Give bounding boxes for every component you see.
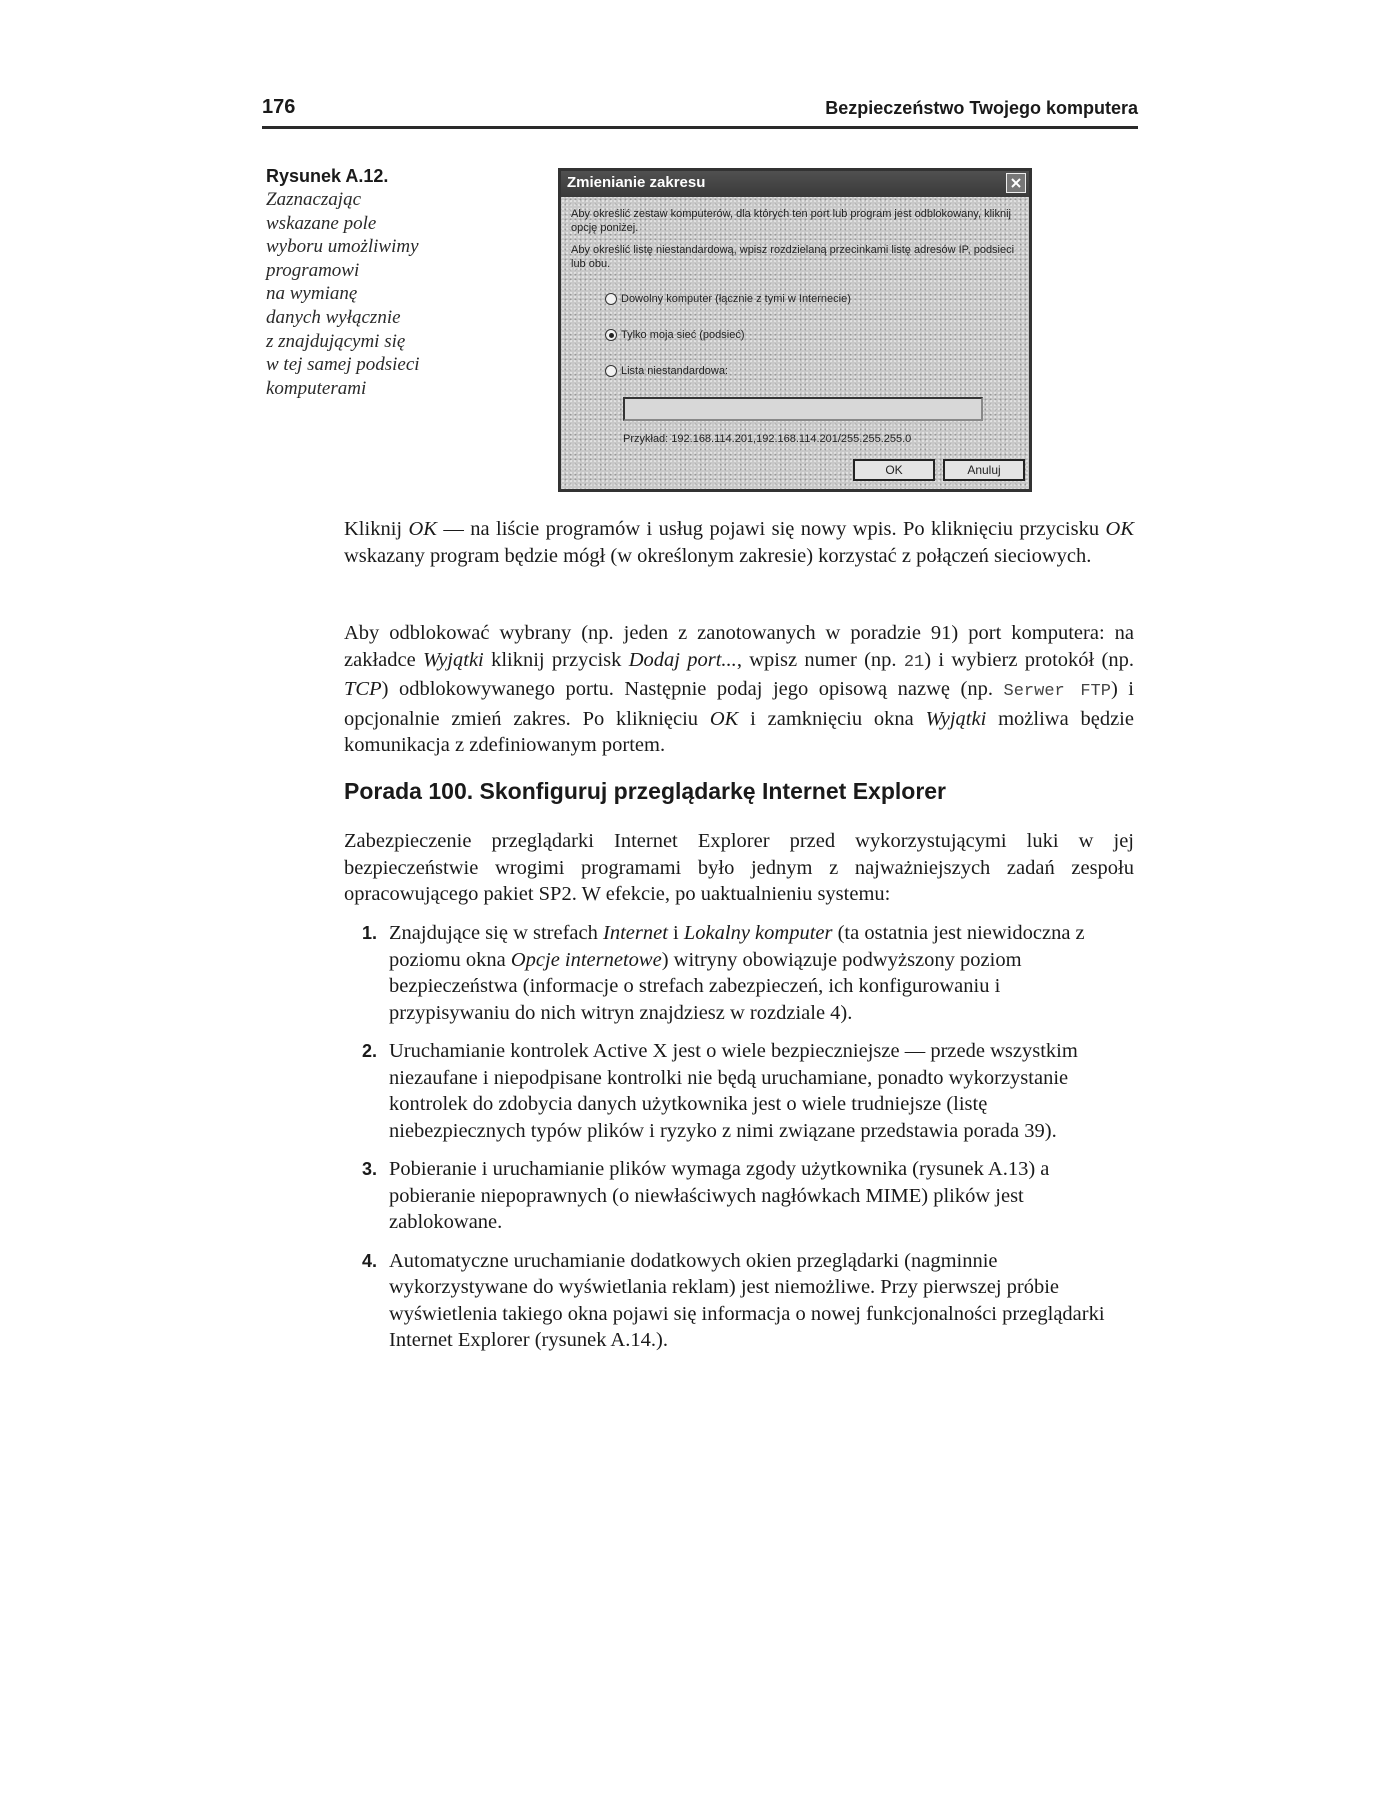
radio-icon xyxy=(605,293,617,305)
scope-dialog-screenshot xyxy=(558,168,1032,492)
list-item: 2. Uruchamianie kontrolek Active X jest o wiele bezpieczniejsze — przede wszystkim niezaufane i niepodpisane kontrolki nie będą uruchamiane, ponadto wykorzystanie kontrolek do zdobycia danych użytkownika jest o wiele trudniejsze (listę niebezpiecznych typów plików i ryzyko z nimi związane przedstawia porada 39). xyxy=(362,1040,1078,1142)
radio-selected-icon xyxy=(605,329,617,341)
figure-caption-text: Zaznaczając wskazane pole wyboru umożliwimy programowi na wymianę danych wyłącznie z znajdującymi się w tej samej podsieci komputerami xyxy=(266,189,420,399)
dialog-intro-1: Aby określić zestaw komputerów, dla których ten port lub program jest odblokowany, kliknij opcję poniżej. xyxy=(571,208,1011,234)
dialog-title: Zmienianie zakresu xyxy=(567,174,706,191)
radio-custom-list[interactable] xyxy=(605,365,728,377)
radio-label: Lista niestandardowa: xyxy=(621,365,729,377)
custom-list-input[interactable] xyxy=(623,397,983,421)
paragraph-1: Kliknij OK — na liście programów i usług pojawi się nowy wpis. Po kliknięciu przycisku OK wskazany program będzie mógł (w określonym zakresie) korzystać z połączeń sieciowych. xyxy=(344,518,1134,567)
list-item: 4. Automatyczne uruchamianie dodatkowych okien przeglądarki (nagminnie wykorzystywane do wyświetlania reklam) jest niemożliwe. Przy pierwszej próbie wyświetlenia takiego okna pojawi się informacja o nowej funkcjonalności przeglądarki Internet Explorer (rysunek A.14.). xyxy=(362,1249,1105,1351)
radio-my-subnet[interactable] xyxy=(605,329,745,341)
cancel-button[interactable]: Anuluj xyxy=(943,459,1025,481)
section-intro: Zabezpieczenie przeglądarki Internet Explorer przed wykorzystującymi luki w jej bezpieczeństwie wrogimi programami było jednym z najważniejszych zadań zespołu opracowującego pakiet SP2. W efekcie, po uaktualnieniu systemu: xyxy=(344,830,1134,905)
radio-label: Dowolny komputer (łącznie z tymi w Internecie) xyxy=(621,293,851,305)
list-item: 3. Pobieranie i uruchamianie plików wymaga zgody użytkownika (rysunek A.13) a pobieranie niepoprawnych (o niewłaściwych nagłówkach MIME) plików jest zablokowane. xyxy=(362,1158,1050,1233)
feature-list xyxy=(344,920,1124,1366)
page-header xyxy=(262,96,1138,129)
close-icon xyxy=(1010,177,1022,189)
running-title: Bezpieczeństwo Twojego komputera xyxy=(825,98,1138,118)
page-number: 176 xyxy=(262,96,296,118)
paragraph-2: Aby odblokować wybrany (np. jeden z zanotowanych w poradzie 91) port komputera: na zakładce Wyjątki kliknij przycisk Dodaj port..., wpisz numer (np. 21) i wybierz protokół (np. TCP) odblokowywanego portu. Następnie podaj jego opisową nazwę (np. Serwer FTP) i opcjonalnie zmień zakres. Po kliknięciu OK i zamknięciu okna Wyjątki możliwa będzie komunikacja z zdefiniowanym portem. xyxy=(344,622,1134,756)
section-heading: Porada 100. Skonfiguruj przeglądarkę Internet Explorer xyxy=(344,778,947,804)
figure-caption xyxy=(266,164,466,400)
radio-icon xyxy=(605,365,617,377)
radio-any-computer[interactable] xyxy=(605,293,851,305)
dialog-titlebar xyxy=(561,171,1029,197)
dialog-intro-2: Aby określić listę niestandardową, wpisz rozdzielaną przecinkami listę adresów IP, podsieci lub obu. xyxy=(571,244,1015,270)
radio-label: Tylko moja sieć (podsieć) xyxy=(621,329,745,341)
ok-button[interactable]: OK xyxy=(853,459,935,481)
close-button[interactable] xyxy=(1006,173,1026,193)
example-text: Przykład: 192.168.114.201,192.168.114.201/255.255.255.0 xyxy=(623,433,912,445)
list-item: 1. Znajdujące się w strefach Internet i Lokalny komputer (ta ostatnia jest niewidoczna z poziomu okna Opcje internetowe) witryny obowiązuje podwyższony poziom bezpieczeństwa (informacje o strefach zabezpieczeń, ich konfigurowaniu i przypisywaniu do nich witryn znajdziesz w rozdziale 4). xyxy=(362,922,1085,1024)
figure-label: Rysunek A.12. xyxy=(266,166,389,186)
